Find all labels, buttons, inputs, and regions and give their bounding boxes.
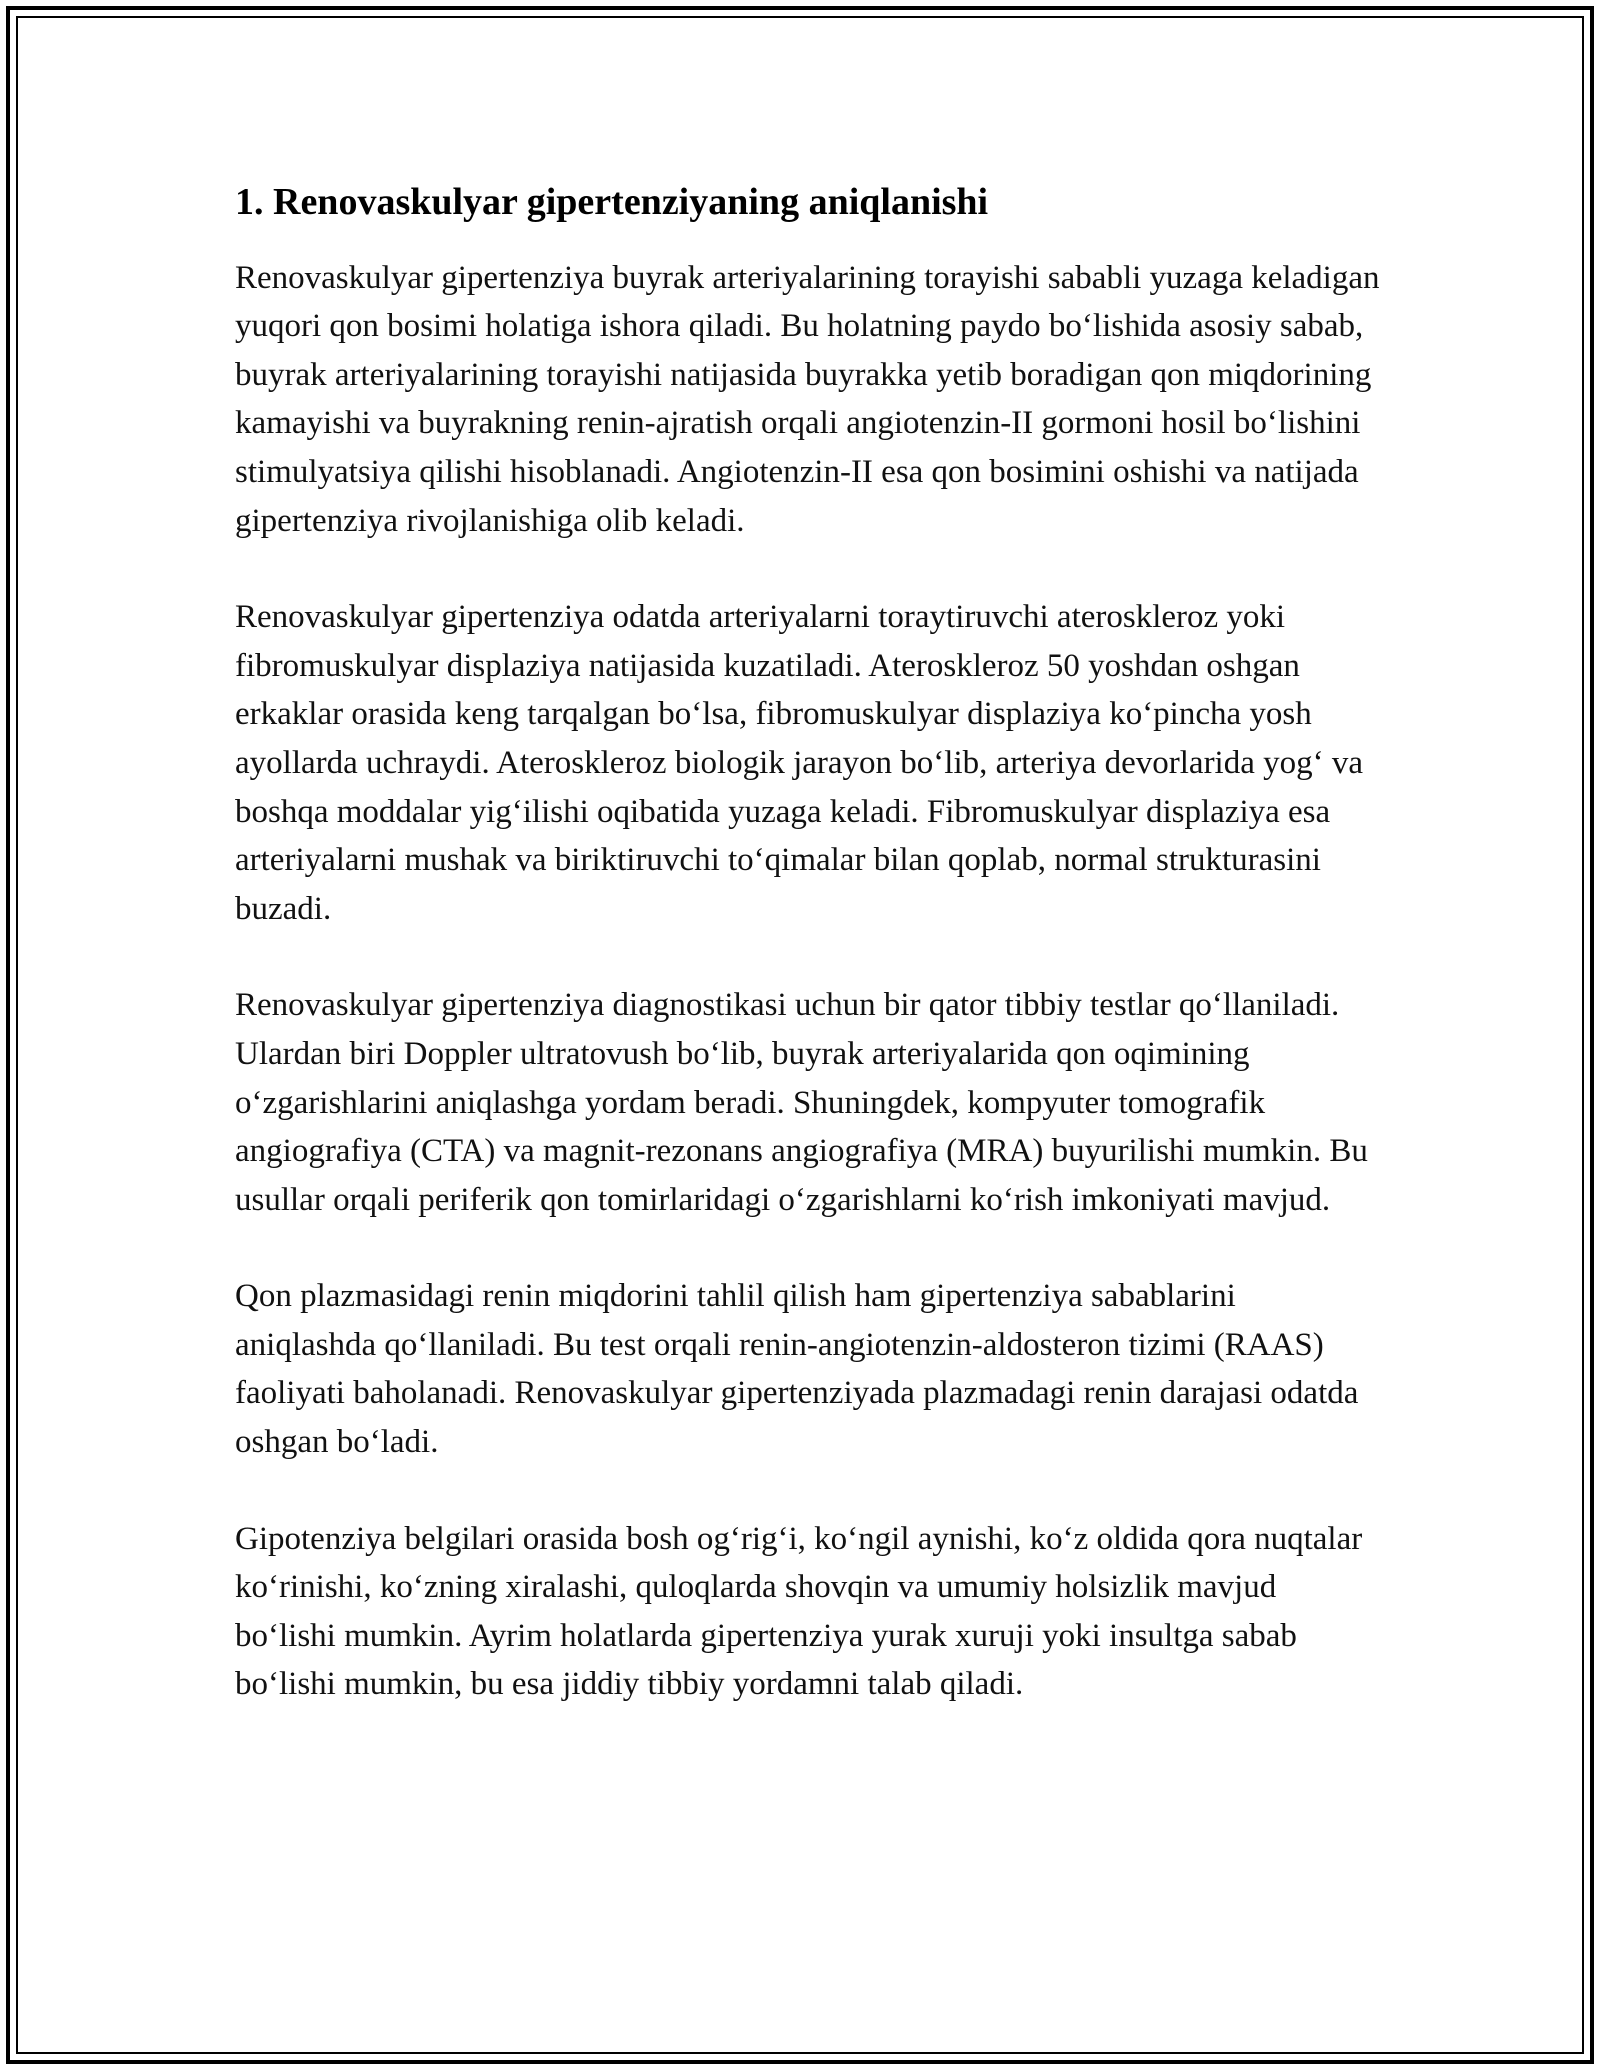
document-body <box>235 180 1385 1757</box>
paragraph-symptoms: Gipotenziya belgilari orasida bosh og‘rig‘i, ko‘ngil aynishi, ko‘z oldida qora nuqtalar ko‘rinishi, ko‘zning xiralashi, quloqlarda shovqin va umumiy holsizlik mavjud bo‘lishi mumkin. Ayrim holatlarda gipertenziya yurak xuruji yoki insultga sabab bo‘lishi mumkin, bu esa jiddiy tibbiy yordamni talab qiladi. <box>235 1520 1363 1703</box>
paragraph-renin-test: Qon plazmasidagi renin miqdorini tahlil qilish ham gipertenziya sabablarini aniqlashda qo‘llaniladi. Bu test orqali renin-angiotenzin-aldosteron tizimi (RAAS) faoliyati baholanadi. Renovaskulyar gipertenziyada plazmadagi renin darajasi odatda oshgan bo‘ladi. <box>235 1278 1359 1461</box>
paragraph-causes: Renovaskulyar gipertenziya odatda arteriyalarni toraytiruvchi ateroskleroz yoki fibromuskulyar displaziya natijasida kuzatiladi. Ateroskleroz 50 yoshdan oshgan erkaklar orasida keng tarqalgan bo‘lsa, fibromuskulyar displaziya ko‘pincha yosh ayollarda uchraydi. Ateroskleroz biologik jarayon bo‘lib, arteriya devorlarida yog‘ va boshqa moddalar yig‘ilishi oqibatida yuzaga keladi. Fibromuskulyar displaziya esa arteriyalarni mushak va biriktiruvchi to‘qimalar bilan qoplab, normal strukturasini buzadi. <box>235 599 1364 927</box>
document-title: 1. Renovaskulyar gipertenziyaning aniqlanishi <box>235 181 989 223</box>
paragraph-diagnostics: Renovaskulyar gipertenziya diagnostikasi uchun bir qator tibbiy testlar qo‘llaniladi. Ulardan biri Doppler ultratovush bo‘lib, buyrak arteriyalarida qon oqimining o‘zgarishlarini aniqlashga yordam beradi. Shuningdek, kompyuter tomografik angiografiya (CTA) va magnit-rezonans angiografiya (MRA) buyurilishi mumkin. Bu usullar orqali periferik qon tomirlaridagi o‘zgarishlarni ko‘rish imkoniyati mavjud. <box>235 987 1368 1218</box>
paragraph-definition: Renovaskulyar gipertenziya buyrak arteriyalarining torayishi sababli yuzaga keladigan yuqori qon bosimi holatiga ishora qiladi. Bu holatning paydo bo‘lishida asosiy sabab, buyrak arteriyalarining torayishi natijasida buyrakka yetib boradigan qon miqdorining kamayishi va buyrakning renin-ajratish orqali angiotenzin-II gormoni hosil bo‘lishini stimulyatsiya qilishi hisoblanadi. Angiotenzin-II esa qon bosimini oshishi va natijada gipertenziya rivojlanishiga olib keladi. <box>235 259 1380 539</box>
